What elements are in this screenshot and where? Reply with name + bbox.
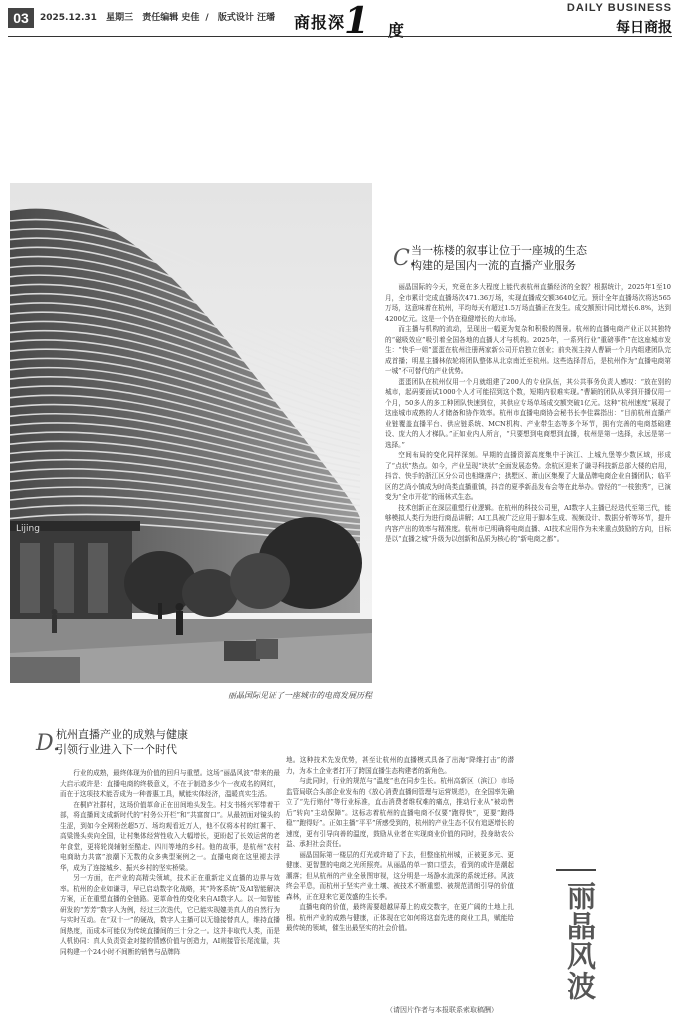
header-meta: 2025.12.31 星期三 责任编辑 史佳 / 版式设计 汪璠: [40, 13, 275, 23]
section-d-paragraph: 地。这种技术先发优势，甚至让杭州的直播模式具备了出海“降维打击”的潜力，为本土企业者打开了跨国直播生态构建者的新角色。: [286, 756, 514, 775]
designer-credit: 版式设计 汪璠: [217, 13, 275, 23]
brand-chinese: 每日商报: [616, 20, 672, 36]
page-number: 03: [8, 8, 34, 28]
section-d-title-line2: 引领行业进入下一个时代: [56, 743, 177, 756]
section-c-letter: C.: [393, 246, 417, 271]
section-c-paragraph: 空间布局的变化同样深刻。早期的直播资源高度集中于滨江、上城九堡等少数区域，形成了“点状”热点。如今，产业呈现“块状”全面发展态势。余杭区迎来了谦寻科技新总部大楼的启用，抖音、快手的浙江区分公司也相继落户；拱墅区、萧山区集聚了大量品牌电商企业自播团队；临平区的艺尚小镇成为时尚类直播重镇，抖音的夏季新品发布会等在此举办。曾经的“一枝独秀”，已演变为“全市开花”的雨林式生态。: [385, 451, 671, 501]
story-signature: [556, 869, 596, 1011]
section-d-body-right: [286, 755, 514, 1009]
brand-english: DAILY BUSINESS: [566, 2, 672, 14]
section-d-paragraph: 丽晶国际第一楼层的灯光或许暗了下去，但整座杭州城，正被更多元、更健康、更智慧的电商之光所照亮。从丽晶的单一窗口望去，看到的或许是潮起潮落；但从杭州的产业全景图审视，这分明是一场静水流深的系统迁移。风波终会平息，而杭州于坚实产业土壤、被技术不断重塑、被规范清朗引导的价值森林，正在迎来它更茂盛的生长季。: [286, 850, 514, 901]
issue-weekday: 星期三: [106, 13, 134, 23]
section-c-heading: [411, 243, 671, 273]
column-title: [294, 0, 416, 42]
section-d-paragraph: 直播电商的价值，最终需要超越屏幕上的成交数字，在更广阔的土地上扎根。杭州产业的成熟与健康，正体现在它如何将这套先进的商业工具，赋能给最传统的领域，催生出最坚实的社会价值。: [286, 903, 514, 932]
section-d-heading: [56, 727, 286, 757]
section-c-paragraph: 丽晶国际的今天，究竟在多大程度上能代表杭州直播经济的全貌？根据统计，2025年1至10月，全市累计完成直播场次471.36万场，实现直播成交额3640亿元。预计全年直播场次将达565万场，这意味着在杭州，平均每天有超过1.5万场直播正在发生。成交额预计同比增长6.8%，达到4200亿元。这是一个仍在稳健增长的大市场。: [385, 283, 671, 323]
photo-caption: 丽晶国际见证了一座城市的电商发展历程: [228, 691, 372, 700]
section-c-paragraph: 技术创新正在深层重塑行业逻辑。在杭州的科技公司里，AI数字人主播已经迭代至第三代，能够模拟人类行为进行商品讲解；AI工具被广泛应用于脚本生成、视频设计、数据分析等环节，提升内容产出的效率与精准度。杭州市已明确将电商直播、AI技术应用作为未来重点鼓励的方向，目标是以“直播之城”升级为以创新和品质为核心的“新电商之都”。: [385, 503, 671, 543]
building-signage: Lijing: [16, 524, 40, 534]
section-d-paragraph: 行业的成熟，最终体现为价值的回归与重塑。这场“丽晶风波”带来的最大启示或许是：直播电商的终极意义，不在于制造多少个一夜成名的网红，而在于这项技术能否成为一种普惠工具，赋能实体经济，温暖真实生活。: [60, 769, 280, 798]
building-illustration: [10, 183, 372, 683]
story-signature-text: 丽晶风波: [563, 881, 597, 1001]
column-title-part3: 度: [388, 21, 405, 40]
column-title-part2: 1: [344, 0, 370, 42]
section-c-title-line1: 当一栋楼的叙事让位于一座城的生态: [411, 244, 587, 257]
column-title-part1: 商报深: [294, 13, 346, 32]
section-c-paragraph: 蛋蛋团队在杭州仅用一个月就组建了200人的专业队伍，其公共事务负责人感叹：“放在别的城市，起码要面试1000个人才可能招到这个数，短期内很难实现。”曹颖的团队从零到开播仅用一个月，50多人的多工种团队快速到位，其供应专场单场成交额突破1亿元。这种“杭州速度”展现了这座城市成熟的人才储备和协作效率。杭州市直播电商协会秘书长李佳霖指出：“目前杭州直播产业链覆盖直播平台、供应链系统、MCN机构、产业带生态等多个环节，拥有完善的电商基础建设、庞大的人才梯队。”正如业内人所言，“只要想到电商想到直播，杭州是第一选择，永远是第一选择。”: [385, 377, 671, 449]
editor-credit: 责任编辑 史佳: [142, 13, 200, 23]
section-d-paragraph: 在桐庐社群村，这场价值革命正在田间地头发生。村支书杨兴军带着干部，将直播间支成新时代的“村务公开栏”和“共富窗口”。从最初面对镜头的生涩，到如今全网粉丝超5万、场均观看近万人，他不仅将本村的红薯干、高粱馒头卖向全国，让村集体经营性收入大幅增长，更盼起了长效运营的老年食堂，更将轮岗辅射至酷走、四川等地的乡村。他的故事，是杭州“农村电商助力共富”浪潮下无数的众多典型案例之一。直播电商在这里褪去浮华，成为了连接城乡、振兴乡村的坚实桥梁。: [60, 800, 280, 872]
section-d-body-left: [60, 768, 280, 980]
issue-date: 2025.12.31: [40, 13, 97, 23]
section-d-title-line1: 杭州直播产业的成熟与健康: [56, 728, 188, 741]
header-rule: [8, 36, 672, 37]
section-c-title-line2: 构建的是国内一流的直播产业服务: [411, 259, 576, 272]
section-d-letter: D.: [36, 731, 60, 756]
footnote: （请因片作者与本报联系索取稿酬）: [386, 1006, 498, 1014]
section-d-paragraph: 另一方面，在产业的高精尖领域，技术正在重新定义直播的边界与效率。杭州的企业如谦寻，早已启动数字化战略，其“羚客系统”及AI智能解决方案，正在重塑直播的全链路。更革命性的变化来自AI数字人。以一知智能研发的“芳芳”数字人为例，经过三次迭代，它已能实现媲美真人的自然行为与实时互动。在“双十一”的硬战，数字人主播可以无缝接替真人，维持直播间热度，而成本可能仅为传统直播间的三十分之一。这并非取代人类，而是人机协同：真人负责资金对接的情感价值与创造力，AI则接管长尾流量，共同构建一个24小时不间断的销售与品牌阵: [60, 874, 280, 956]
building-photo: [10, 183, 372, 683]
section-c-paragraph: 而主播与机构的流动，呈现出一幅更为复杂和积极的图景。杭州的直播电商产业正以其独特的“磁吸效应”吸引着全国各地的直播人才与机构。2025年，一系列行业“重磅事件”在这座城市发生：“快手一姐”蛋蛋在杭州注册两家新公司开启独立创业；前央视主持人曹颖一个月内组建团队完成首播；明星主播林依轮将团队整体从北京南迁至杭州。这些选择背后，是杭州作为“直播电商第一城”不可替代的产业优势。: [385, 325, 671, 375]
section-d-paragraph: 与此同时，行业的规范与“温度”也在同步生长。杭州高新区（滨江）市场监管局联合头部企业发布的《放心消费直播间管理与运营规范》，在全国率先确立了“先行赔付”等行业标准，直击消费者维权难的痛点，推动行业从“被动售后”转向“主动保障”。这标志着杭州的直播电商不仅要“跑得快”，更要“跑得稳”“跑得好”。正如主播“平平”所感受到的，杭州的产业生态不仅有追逐增长的速度，更有引导向善的温度，鼓励从业者在实现商业价值的同时，投身助农公益、承担社会责任。: [286, 777, 514, 848]
section-c-body: [385, 282, 671, 722]
